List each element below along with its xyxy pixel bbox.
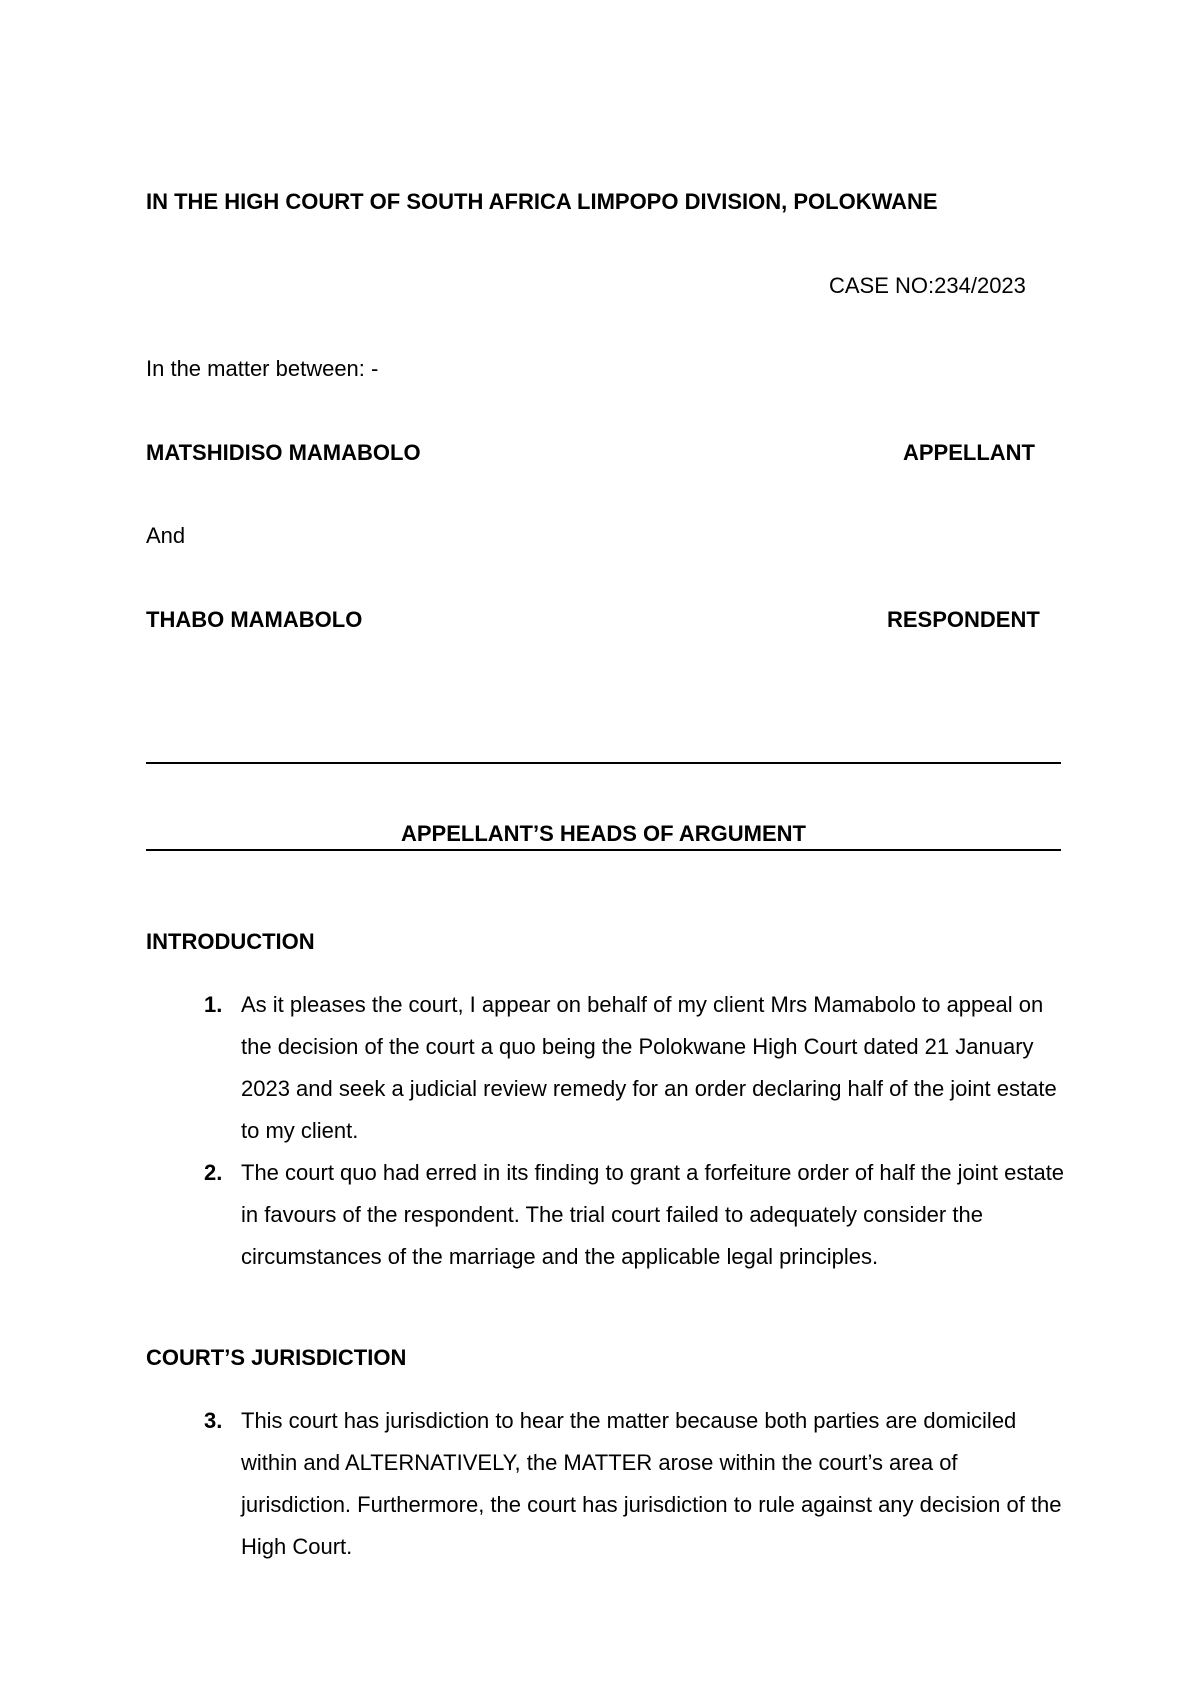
- item-text: As it pleases the court, I appear on behalf of my client Mrs Mamabolo to appeal on the decision of the court a quo being the Polokwane High Court dated 21 January 2023 and seek a judicial review remedy for an order declaring half of the joint estate to my client.: [241, 992, 1057, 1143]
- section-heading-jurisdiction: COURT’S JURISDICTION: [146, 1345, 407, 1370]
- appellant-role: APPELLANT: [903, 440, 1035, 465]
- court-heading: IN THE HIGH COURT OF SOUTH AFRICA LIMPOPO DIVISION, POLOKWANE: [146, 189, 938, 214]
- item-text: This court has jurisdiction to hear the matter because both parties are domiciled within and ALTERNATIVELY, the MATTER arose within the court’s area of jurisdiction. Furthermore, the court has jurisdiction to rule against any decision of the High Court.: [241, 1408, 1062, 1559]
- item-number: 3.: [204, 1408, 223, 1433]
- top-divider: [146, 762, 1061, 764]
- section-heading-introduction: INTRODUCTION: [146, 929, 315, 954]
- title-underline: [146, 849, 1061, 851]
- case-number: CASE NO:234/2023: [829, 273, 1026, 298]
- respondent-role: RESPONDENT: [887, 607, 1040, 632]
- matter-between-label: In the matter between: -: [146, 356, 379, 381]
- conjunction-and: And: [146, 523, 186, 548]
- respondent-name: THABO MAMABOLO: [146, 607, 363, 632]
- appellant-name: MATSHIDISO MAMABOLO: [146, 440, 421, 465]
- item-number: 1.: [204, 992, 223, 1017]
- document-title: APPELLANT’S HEADS OF ARGUMENT: [401, 821, 806, 846]
- item-text: The court quo had erred in its finding to grant a forfeiture order of half the joint estate in favours of the respondent. The trial court failed to adequately consider the circumstances of the marriage and the applicable legal principles.: [241, 1160, 1065, 1269]
- item-number: 2.: [204, 1160, 223, 1185]
